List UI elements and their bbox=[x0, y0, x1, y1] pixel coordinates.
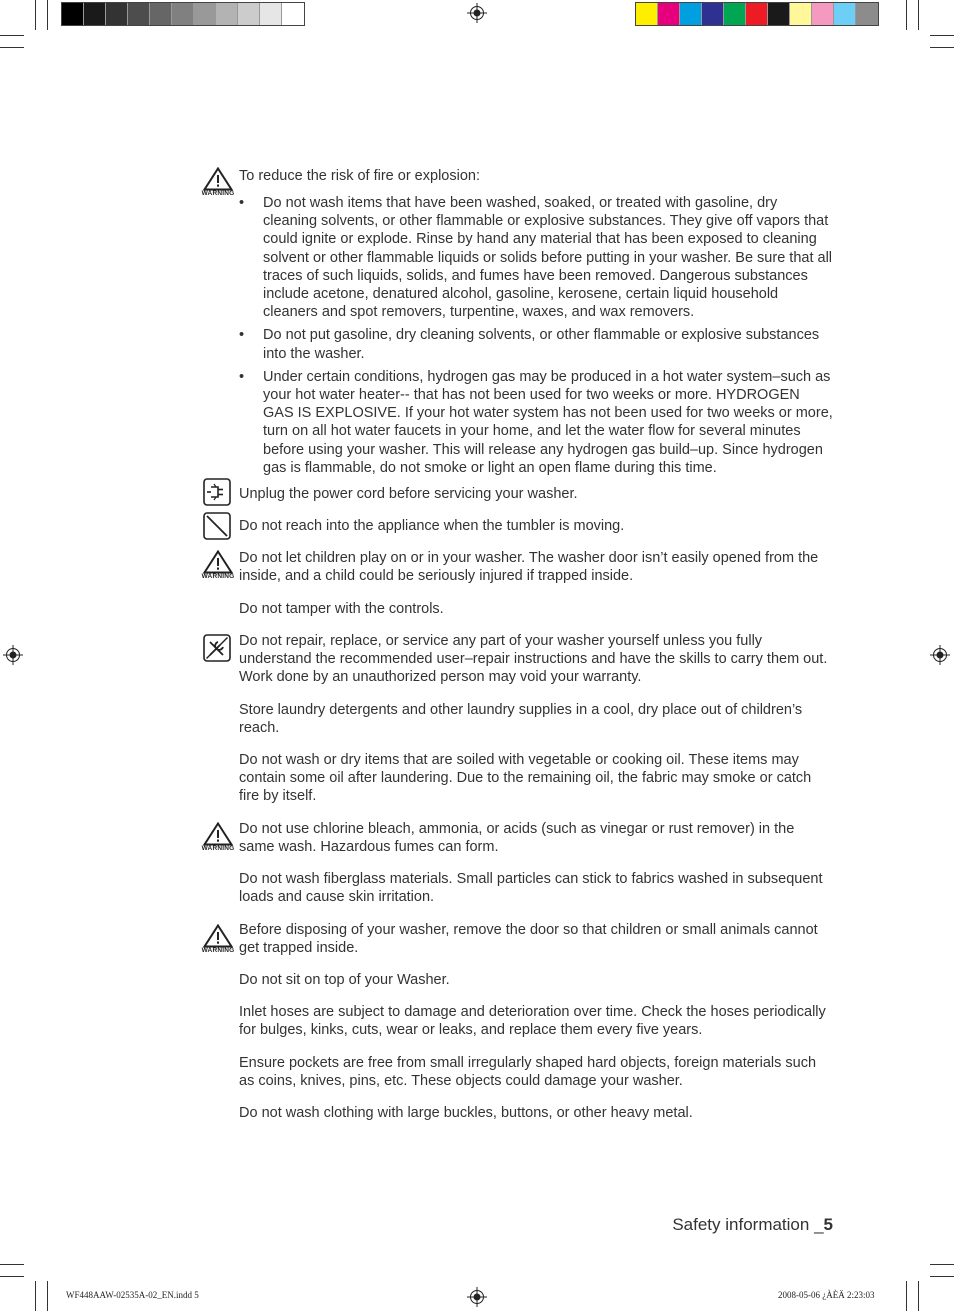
color-swatch bbox=[128, 3, 150, 25]
color-swatch bbox=[680, 3, 702, 25]
fire-intro-text: To reduce the risk of fire or explosion: bbox=[239, 168, 480, 184]
sit-text: Do not sit on top of your Washer. bbox=[239, 972, 450, 988]
warning-triangle-icon bbox=[203, 167, 233, 191]
warning-triangle-icon bbox=[203, 550, 233, 574]
storage-text: Store laundry detergents and other laundry supplies in a cool, dry place out of children’s reach. bbox=[239, 702, 803, 737]
crop-mark bbox=[0, 1276, 24, 1277]
crop-mark bbox=[930, 47, 954, 48]
list-item: • Do not wash items that have been washed, soaked, or treated with gasoline, dry cleaning solvents, or other flammable or explosive substances. They give off vapors that could ignite or explode. Rinse by hand any material that has been exposed to cleaning solvent or other flammable liquids or solids before putting in your washer. Be sure that all traces of such liquids, solids, and fumes have been removed. Dangerous substances include acetone, denatured alcohol, gasoline, kerosene, certain liquid household cleaners and spot removers, turpentine, waxes, and wax removers. bbox=[239, 195, 833, 321]
no-touch-icon-box bbox=[203, 512, 233, 540]
registration-mark-icon bbox=[930, 645, 950, 665]
color-swatch bbox=[84, 3, 106, 25]
color-swatch bbox=[106, 3, 128, 25]
disposal-text: Before disposing of your washer, remove the door so that children or small animals cannot get trapped inside. bbox=[239, 922, 818, 957]
color-swatch bbox=[702, 3, 724, 25]
color-swatch bbox=[724, 3, 746, 25]
unplug-icon bbox=[203, 478, 231, 506]
color-swatch bbox=[856, 3, 878, 25]
oil-text: Do not wash or dry items that are soiled with vegetable or cooking oil. These items may contain some oil after laundering. Due to the remaining oil, the fabric may smoke or catch fire by itself. bbox=[239, 752, 812, 805]
color-swatch bbox=[194, 3, 216, 25]
repair-text: Do not repair, replace, or service any part of your washer yourself unless you fully understand the recommended user–repair instructions and have the skills to carry them out. Work done by an unauthorized person may void your warranty. bbox=[239, 633, 828, 686]
print-slug-date: 2008-05-06 ¿ÀÈÄ 2:23:03 bbox=[778, 1290, 875, 1300]
color-swatch bbox=[746, 3, 768, 25]
list-item: • Under certain conditions, hydrogen gas may be produced in a hot water system–such as your hot water heater-- that has not been used for two weeks or more. HYDROGEN GAS IS EXPLOSIVE. If your hot water system has not been used for two weeks or more, turn on all hot water faucets in your home, and let the water flow for several minutes before using your washer. This will release any hydrogen gas build–up. Since hydrogen gas is flammable, do not smoke or light an open flame during this time. bbox=[239, 368, 833, 476]
children-text: Do not let children play on or in your washer. The washer door isn’t easily opened from the inside, and a child could be seriously injured if trapped inside. bbox=[239, 550, 819, 585]
page-number: 5 bbox=[823, 1215, 833, 1234]
registration-mark-icon bbox=[3, 645, 23, 665]
hoses-text: Inlet hoses are subject to damage and deterioration over time. Check the hoses periodically for bulges, kinks, cuts, wear or leaks, and replace them every five years. bbox=[239, 1004, 826, 1039]
print-slug-file: WF448AAW-02535A-02_EN.indd 5 bbox=[66, 1290, 199, 1300]
no-disassemble-icon-box bbox=[203, 634, 233, 662]
warning-icon bbox=[203, 924, 233, 954]
warning-icon bbox=[203, 822, 233, 852]
warning-label: WARNING bbox=[201, 573, 235, 580]
warning-triangle-icon bbox=[203, 924, 233, 948]
color-swatch bbox=[790, 3, 812, 25]
pockets-text: Ensure pockets are free from small irregularly shaped hard objects, foreign materials such as coins, knives, pins, etc. These objects could damage your washer. bbox=[239, 1055, 817, 1090]
warning-label: WARNING bbox=[201, 190, 235, 197]
bullet-text: Do not wash items that have been washed, soaked, or treated with gasoline, dry cleaning solvents, or other flammable or explosive substances. They give off vapors that could ignite or explode. Rinse by hand any material that has been exposed to cleaning solvent or other flammable liquids or solids before putting in your washer. Be sure that all traces of such liquids, solids, and fumes have been removed. Dangerous substances include acetone, denatured alcohol, gasoline, kerosene, certain liquid household cleaners and spot removers, turpentine, waxes, and wax removers. bbox=[263, 195, 833, 321]
crop-mark bbox=[0, 35, 24, 36]
crop-mark bbox=[47, 1281, 48, 1311]
crop-mark bbox=[930, 1276, 954, 1277]
bullet-text: Under certain conditions, hydrogen gas may be produced in a hot water system–such as your hot water heater-- that has not been used for two weeks or more. HYDROGEN GAS IS EXPLOSIVE. If your hot water system has not been used for two weeks or more, turn on all hot water faucets in your home, and let the water flow for several minutes before using your washer. This will release any hydrogen gas build–up. Since hydrogen gas is flammable, do not smoke or light an open flame during this time. bbox=[263, 368, 833, 476]
color-swatch bbox=[172, 3, 194, 25]
bullet-text: Do not put gasoline, dry cleaning solvents, or other flammable or explosive substances into the washer. bbox=[263, 327, 820, 362]
crop-mark bbox=[930, 35, 954, 36]
crop-mark bbox=[906, 0, 907, 30]
color-swatch bbox=[260, 3, 282, 25]
crop-mark bbox=[47, 0, 48, 30]
color-swatch bbox=[150, 3, 172, 25]
warning-label: WARNING bbox=[201, 947, 235, 954]
warning-icon bbox=[203, 550, 233, 580]
color-swatch bbox=[658, 3, 680, 25]
color-swatch bbox=[812, 3, 834, 25]
registration-mark-icon bbox=[467, 1287, 487, 1307]
page-footer-title bbox=[672, 1215, 833, 1235]
unplug-icon-box bbox=[203, 478, 233, 506]
color-swatch bbox=[768, 3, 790, 25]
warning-label: WARNING bbox=[201, 845, 235, 852]
warning-triangle-icon bbox=[203, 822, 233, 846]
crop-mark bbox=[918, 0, 919, 30]
color-swatch bbox=[636, 3, 658, 25]
metal-text: Do not wash clothing with large buckles, buttons, or other heavy metal. bbox=[239, 1105, 693, 1121]
list-item: • Do not put gasoline, dry cleaning solvents, or other flammable or explosive substances into the washer. bbox=[239, 327, 820, 362]
crop-mark bbox=[35, 1281, 36, 1311]
crop-mark bbox=[0, 47, 24, 48]
color-swatch bbox=[62, 3, 84, 25]
fiberglass-text: Do not wash fiberglass materials. Small particles can stick to fabrics washed in subsequent loads and cause skin irritation. bbox=[239, 871, 823, 906]
crop-mark bbox=[0, 1264, 24, 1265]
crop-mark bbox=[906, 1281, 907, 1311]
registration-mark-icon bbox=[467, 3, 487, 23]
crop-mark bbox=[930, 1264, 954, 1265]
fire-bullet-list bbox=[239, 194, 833, 482]
no-disassemble-icon bbox=[203, 634, 231, 662]
no-touch-icon bbox=[203, 512, 231, 540]
grayscale-color-bar bbox=[61, 2, 305, 26]
color-swatch bbox=[834, 3, 856, 25]
controls-text: Do not tamper with the controls. bbox=[239, 601, 444, 617]
color-swatch bbox=[216, 3, 238, 25]
unplug-text: Unplug the power cord before servicing your washer. bbox=[239, 486, 578, 502]
color-swatch bbox=[238, 3, 260, 25]
color-swatch bbox=[282, 3, 304, 25]
cmyk-color-bar bbox=[635, 2, 879, 26]
warning-icon bbox=[203, 167, 233, 197]
bleach-text: Do not use chlorine bleach, ammonia, or acids (such as vinegar or rust remover) in the same wash. Hazardous fumes can form. bbox=[239, 821, 795, 856]
crop-mark bbox=[918, 1281, 919, 1311]
no-reach-text: Do not reach into the appliance when the tumbler is moving. bbox=[239, 518, 625, 534]
section-title: Safety information _ bbox=[672, 1215, 824, 1234]
crop-mark bbox=[35, 0, 36, 30]
